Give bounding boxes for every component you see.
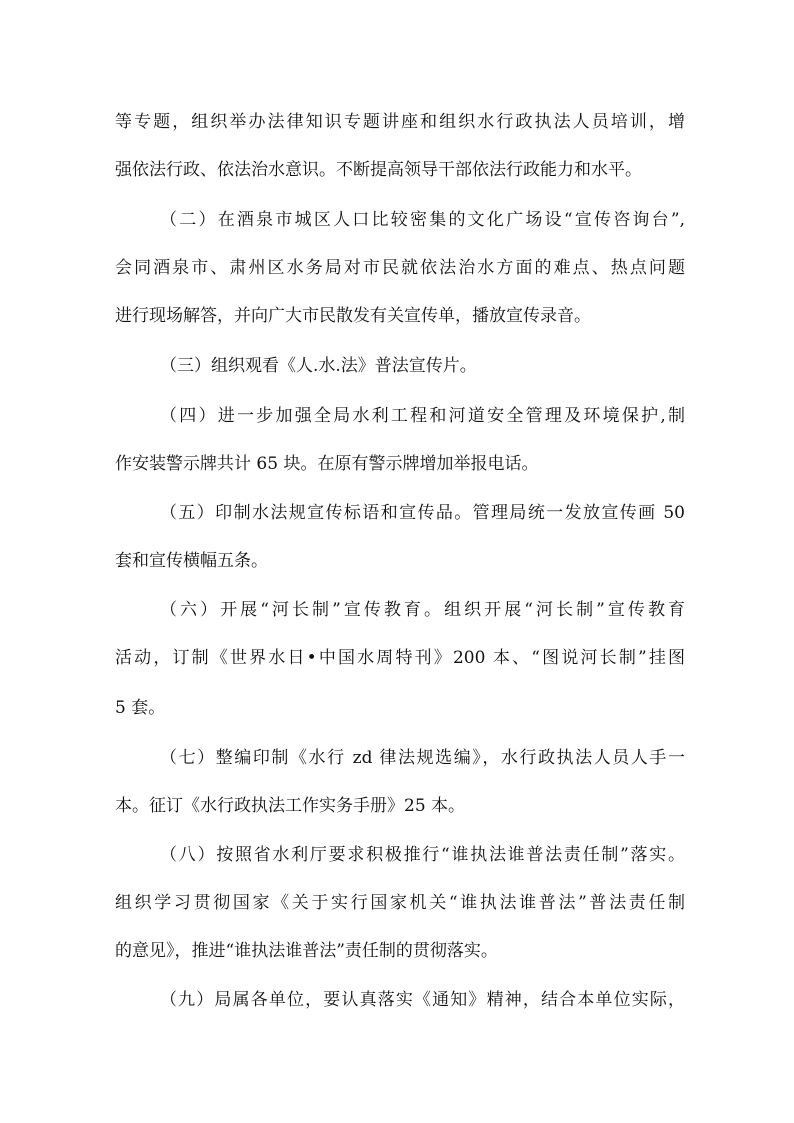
text-line-13: 5 套。 — [115, 698, 166, 718]
text-line-2: 强依法行政、依法治水意识。不断提高领导干部依法行政能力和水平。 — [115, 160, 642, 180]
text-line-17: 组织学习贯彻国家《关于实行国家机关“谁执法谁普法”普法责任制 — [115, 893, 685, 913]
text-line-14: （七）整编印制《水行 zd 律法规选编》，水行政执法人员人手一 — [160, 748, 685, 768]
text-line-10: 套和宣传横幅五条。 — [115, 551, 268, 571]
text-line-11: （六）开展“河长制”宣传教育。组织开展“河长制”宣传教育 — [160, 600, 685, 620]
text-line-4: 会同酒泉市、肃州区水务局对市民就依法治水方面的难点、热点问题 — [115, 258, 685, 278]
text-line-7: （四）进一步加强全局水利工程和河道安全管理及环境保护,制 — [160, 406, 685, 426]
text-line-8: 作安装警示牌共计 65 块。在原有警示牌增加举报电话。 — [115, 454, 539, 474]
text-line-15: 本。征订《水行政执法工作实务手册》25 本。 — [115, 796, 466, 816]
text-line-1: 等专题，组织举办法律知识专题讲座和组织水行政执法人员培训，增 — [115, 112, 685, 132]
text-line-18: 的意见》，推进“谁执法谁普法”责任制的贯彻落实。 — [115, 941, 498, 961]
text-line-16: （八）按照省水利厅要求积极推行“谁执法谁普法责任制”落实。 — [160, 845, 685, 865]
text-line-6: （三）组织观看《人.水.法》普法宣传片。 — [160, 356, 477, 376]
text-line-9: （五）印制水法规宣传标语和宣传品。管理局统一发放宣传画 50 — [160, 503, 685, 523]
text-line-12: 活动，订制《世界水日•中国水周特刊》200 本、“图说河长制”挂图 — [115, 648, 685, 668]
text-line-5: 进行现场解答，并向广大市民散发有关宣传单，播放宣传录音。 — [115, 306, 591, 326]
text-line-3: （二）在酒泉市城区人口比较密集的文化广场设“宣传咨询台”, — [160, 210, 685, 230]
text-line-19: （九）局属各单位，要认真落实《通知》精神，结合本单位实际， — [160, 990, 685, 1010]
